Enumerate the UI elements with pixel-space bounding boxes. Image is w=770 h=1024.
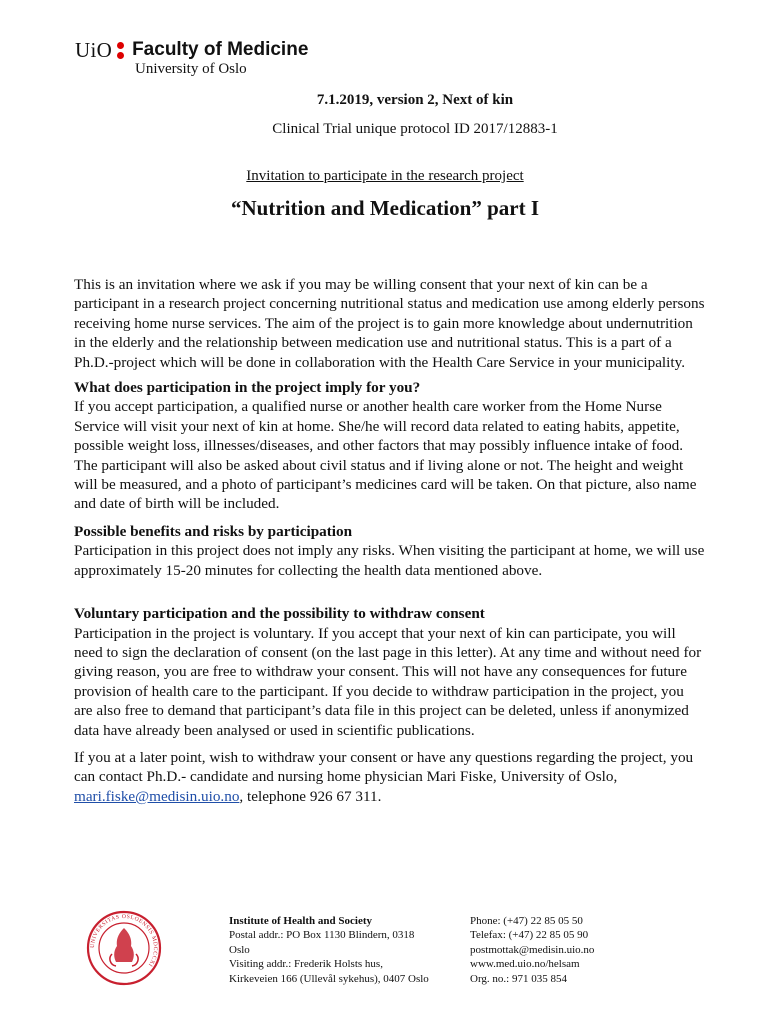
fax-number: Telefax: (+47) 22 85 05 90 — [470, 929, 589, 942]
intro-paragraph: This is an invitation where we ask if you may be willing consent that your next of kin can be a participant in a research project concerning nutritional status and medication use among elderly persons receiving home nurse services. The aim of the project is to gain more knowledge about undernutrition in the elderly and the relationship between medication use and nutritional status. This is a part of a Ph.D.-project which will be done in collaboration with the Health Care Service in your municipality. — [74, 276, 705, 371]
uio-logo — [75, 38, 308, 62]
university-seal-icon — [86, 910, 162, 986]
protocol-id: Clinical Trial unique protocol ID 2017/12883-1 — [272, 121, 558, 137]
postal-city: Oslo — [229, 943, 250, 956]
what-heading: What does participation in the project imply for you? — [74, 379, 421, 397]
footer-contact — [470, 914, 594, 986]
voluntary-paragraph: Participation in the project is voluntary. If you accept that your next of kin can participate, you will need to sign the declaration of consent (on the last page in this letter). At any time and without need for giving reason, you are free to withdraw your consent. This will not have any consequences for future provision of health care to the participant. If you decide to withdraw participation in the project, you are also free to demand that participant’s data file in this project can be deleted, unless if anonymized data have already been analysed or used in scientific publications. — [74, 624, 702, 739]
footer-address — [229, 914, 429, 986]
voluntary-heading: Voluntary participation and the possibility to withdraw consent — [74, 605, 485, 623]
footer-website[interactable]: www.med.uio.no/helsam — [470, 958, 580, 971]
phone-number: Phone: (+47) 22 85 05 50 — [470, 915, 583, 927]
what-paragraph: If you accept participation, a qualified nurse or another health care worker from the Home Nurse Service will visit your next of kin at home. She/he will record data related to eating habits, appetite, possible weight loss, illnesses/diseases, and other factors that may possibly influence intake of food. The participant will also be asked about civil status and if living alone or not. The height and weight will be measured, and a photo of participant’s medicines card will be taken. On that picture, also name and date of birth will be included. — [74, 398, 697, 513]
seal-inscription: UNIVERSITAS OSLOENSIS MDCCCXI — [89, 913, 159, 968]
uio-wordmark: UiO — [75, 37, 113, 62]
org-number: Org. no.: 971 035 854 — [470, 972, 567, 985]
contact-email-link[interactable]: mari.fiske@medisin.uio.no — [74, 787, 240, 805]
uio-dots-icon — [117, 42, 124, 59]
institute-name: Institute of Health and Society — [229, 915, 372, 927]
benefits-paragraph: Participation in this project does not imply any risks. When visiting the participant at home, we will use approximately 15-20 minutes for collecting the health data mentioned above. — [74, 542, 705, 579]
letterhead — [75, 37, 309, 77]
contact-paragraph — [74, 748, 706, 806]
contact-phone-text: , telephone 926 67 311. — [239, 787, 382, 805]
project-title: “Nutrition and Medication” part I — [230, 196, 539, 220]
faculty-name: Faculty of Medicine — [132, 39, 309, 60]
version-line: 7.1.2019, version 2, Next of kin — [316, 92, 514, 108]
visiting-address-line2: Kirkeveien 166 (Ullevål sykehus), 0407 Oslo — [229, 972, 429, 985]
invitation-line: Invitation to participate in the research project — [246, 168, 524, 184]
contact-text: If you at a later point, wish to withdraw your consent or have any questions regarding the project, you can contact Ph.D.- candidate and nursing home physician Mari Fiske, University of Oslo, — [74, 748, 694, 786]
letter-body — [74, 275, 706, 806]
university-name: University of Oslo — [135, 61, 247, 77]
visiting-address: Visiting addr.: Frederik Holsts hus, — [229, 958, 383, 971]
footer-email[interactable]: postmottak@medisin.uio.no — [470, 943, 595, 956]
benefits-heading: Possible benefits and risks by participation — [74, 522, 353, 540]
postal-address: Postal addr.: PO Box 1130 Blindern, 0318 — [229, 929, 415, 942]
